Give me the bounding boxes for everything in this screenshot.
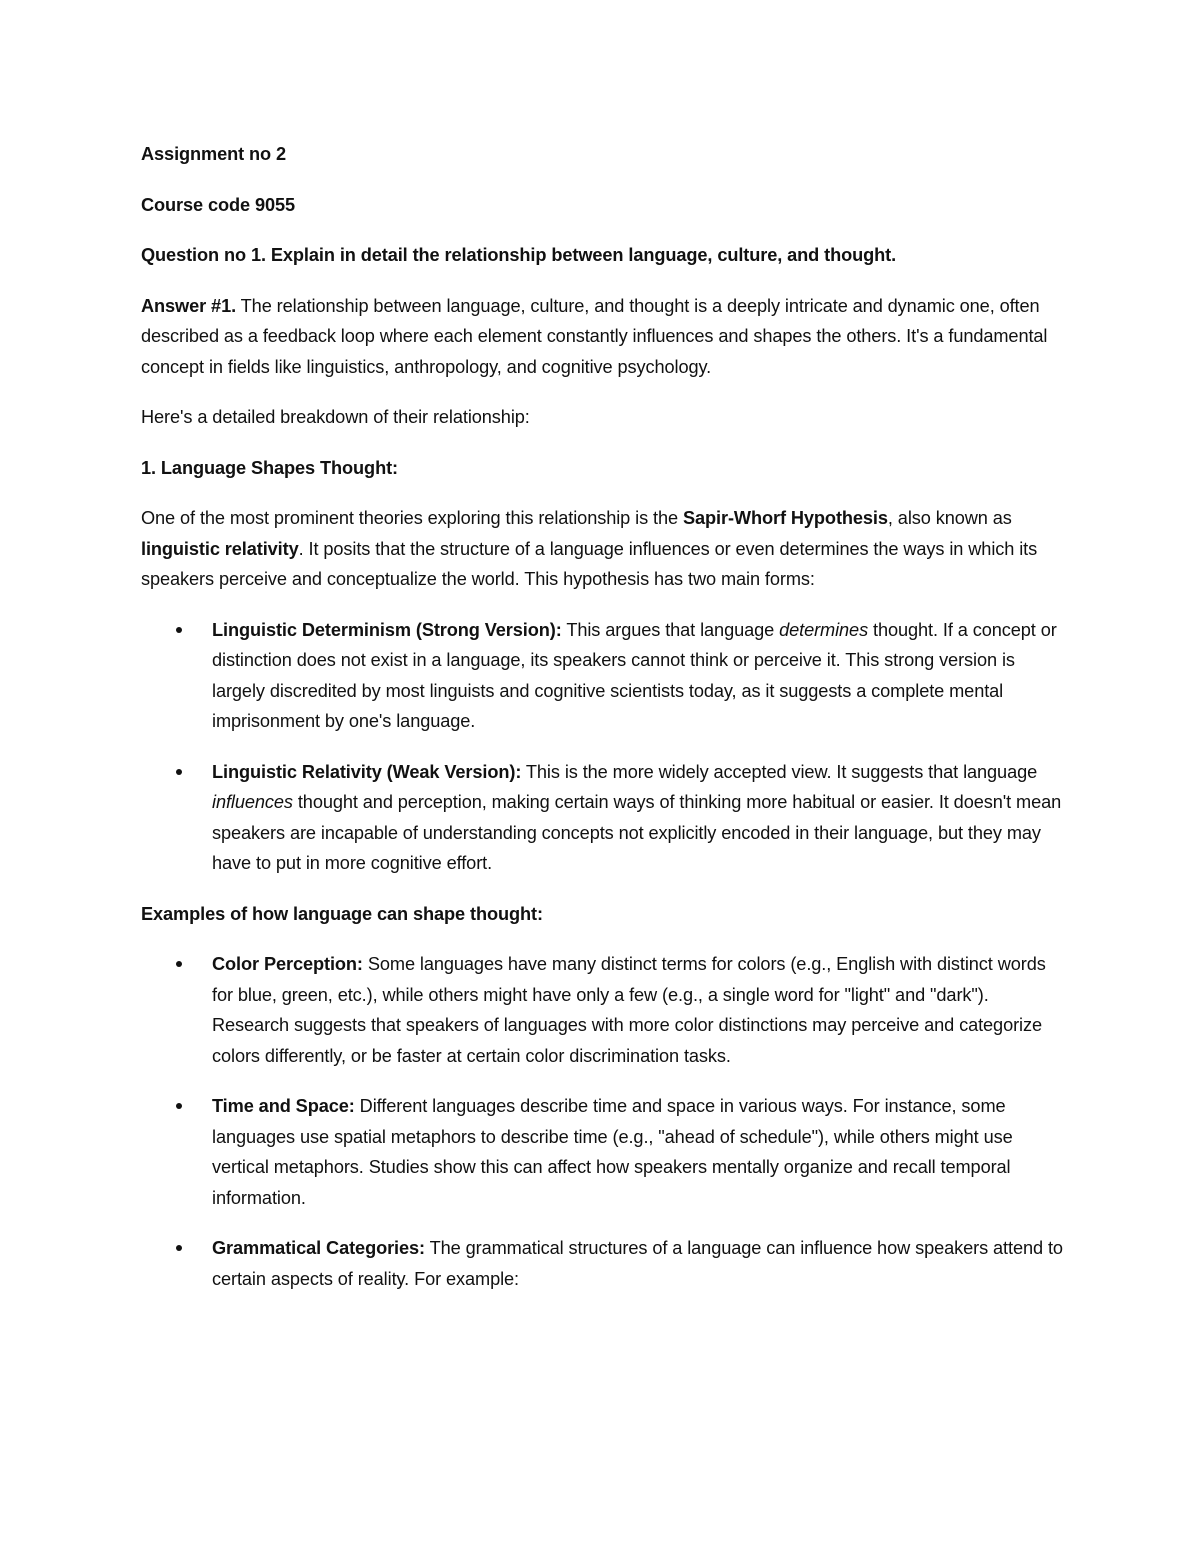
document-body <box>141 139 1066 1314</box>
answer-label: Answer #1. <box>141 295 237 316</box>
answer-paragraph <box>141 291 1066 383</box>
form-label: Linguistic Determinism (Strong Version): <box>212 619 562 640</box>
examples-heading: Examples of how language can shape thought: <box>141 903 543 924</box>
list-item <box>141 1091 1066 1213</box>
sapir-text-1: One of the most prominent theories exploring this relationship is the <box>141 508 683 528</box>
sapir-text-2: , also known as <box>887 508 1012 528</box>
form-text: This argues that language <box>561 619 780 640</box>
example-text: The grammatical structures of a language can influence how speakers attend to certain aspects of reality. For example: <box>212 1238 1063 1289</box>
example-text: Some languages have many distinct terms for colors (e.g., English with distinct words for blue, green, etc.), while others might have only a few (e.g., a single word for "light" and "dark"). Research suggests that speakers of languages with more color distinctions may perceive and categorize colors differently, or be faster at certain color discrimination tasks. <box>212 954 1046 1066</box>
form-text: thought and perception, making certain ways of thinking more habitual or easier. It doesn't mean speakers are incapable of understanding concepts not explicitly encoded in their language, but they may have to put in more cognitive effort. <box>212 792 1062 873</box>
list-item <box>141 1233 1066 1294</box>
answer-intro-text: The relationship between language, culture, and thought is a deeply intricate and dynamic one, often described as a feedback loop where each element constantly influences and shapes the others. It's a fundamental concept in fields like linguistics, anthropology, and cognitive psychology. <box>141 295 1048 377</box>
example-text: Different languages describe time and space in various ways. For instance, some languages use spatial metaphors to describe time (e.g., "ahead of schedule"), while others might use vertical metaphors. Studies show this can affect how speakers mentally organize and recall temporal information. <box>212 1096 1013 1208</box>
sapir-whorf-paragraph <box>141 503 1066 595</box>
course-code: Course code 9055 <box>141 194 296 215</box>
list-item <box>141 757 1066 879</box>
assignment-title: Assignment no 2 <box>141 144 287 164</box>
example-label: Time and Space: <box>212 1096 355 1116</box>
question-label: Question no 1. <box>141 245 266 265</box>
sapir-whorf-term: Sapir-Whorf Hypothesis <box>682 508 888 528</box>
linguistic-relativity-term: linguistic relativity <box>141 538 299 559</box>
form-text: thought. If a concept or distinction does not exist in a language, its speakers cannot think or perceive it. This strong version is largely discredited by most linguists and cognitive scientists today, as it suggests a complete mental imprisonment by one's language. <box>212 619 1057 731</box>
example-label: Color Perception: <box>212 954 363 974</box>
question-text: Explain in detail the relationship between language, culture, and thought. <box>265 245 897 265</box>
form-text: This is the more widely accepted view. It suggests that language <box>521 761 1038 782</box>
list-item <box>141 949 1066 1071</box>
form-emphasis: influences <box>212 792 293 812</box>
example-label: Grammatical Categories: <box>212 1238 426 1258</box>
form-label: Linguistic Relativity (Weak Version): <box>212 761 522 782</box>
question-paragraph <box>141 240 1066 271</box>
section-heading-language-shapes-thought: 1. Language Shapes Thought: <box>141 457 398 478</box>
list-item <box>141 615 1066 737</box>
form-emphasis: determines <box>779 619 869 640</box>
hypothesis-forms-list <box>141 615 1066 879</box>
breakdown-intro: Here's a detailed breakdown of their relationship: <box>141 407 530 427</box>
sapir-text-3: . It posits that the structure of a language influences or even determines the ways in which its speakers perceive and conceptualize the world. This hypothesis has two main forms: <box>141 538 1038 589</box>
examples-list <box>141 949 1066 1294</box>
